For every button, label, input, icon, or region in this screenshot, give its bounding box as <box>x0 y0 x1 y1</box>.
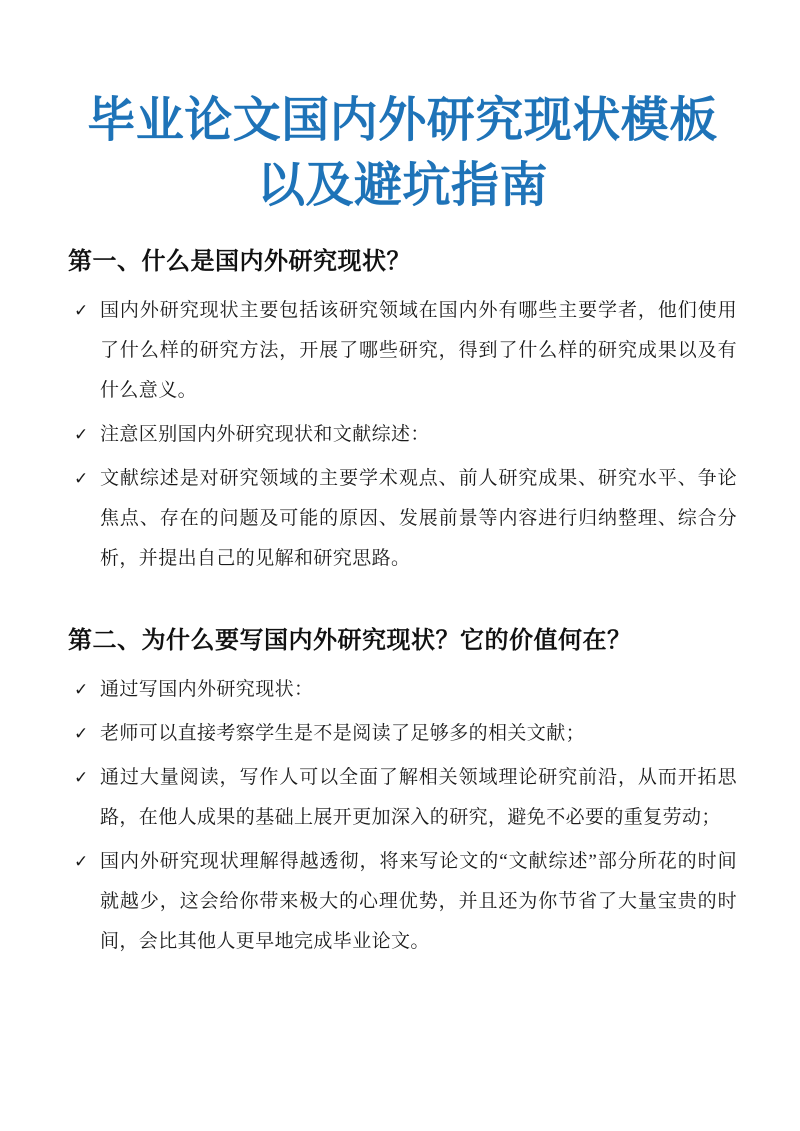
checkmark-icon: ✓ <box>74 680 89 700</box>
list-item <box>68 758 737 838</box>
section-what-is-research-status <box>68 245 737 579</box>
document-title <box>68 88 737 218</box>
section-1-bullet-list <box>68 291 737 579</box>
bullet-text: 国内外研究现状主要包括该研究领域在国内外有哪些主要学者，他们使用了什么样的研究方法，开展了哪些研究，得到了什么样的研究成果以及有什么意义。 <box>100 300 737 401</box>
checkmark-icon: ✓ <box>74 469 89 489</box>
document-title-line2: 以及避坑指南 <box>256 159 548 212</box>
bullet-text: 通过大量阅读，写作人可以全面了解相关领域理论研究前沿，从而开拓思路，在他人成果的基础上展开更加深入的研究，避免不必要的重复劳动； <box>100 767 737 828</box>
bullet-text: 注意区别国内外研究现状和文献综述： <box>100 424 430 445</box>
list-item <box>68 714 737 754</box>
list-item <box>68 842 737 962</box>
bullet-text: 通过写国内外研究现状： <box>100 679 314 700</box>
list-item <box>68 291 737 411</box>
document-title-line1: 毕业论文国内外研究现状模板 <box>87 94 718 147</box>
bullet-text: 老师可以直接考察学生是不是阅读了足够多的相关文献； <box>100 723 586 744</box>
section-1-heading: 第一、什么是国内外研究现状？ <box>68 249 411 275</box>
section-2-bullet-list <box>68 670 737 962</box>
list-item <box>68 670 737 710</box>
checkmark-icon: ✓ <box>74 425 89 445</box>
bullet-text: 国内外研究现状理解得越透彻，将来写论文的“文献综述”部分所花的时间就越少，这会给你带来极大的心理优势，并且还为你节省了大量宝贵的时间，会比其他人更早地完成毕业论文。 <box>100 851 737 952</box>
list-item <box>68 415 737 455</box>
list-item <box>68 459 737 579</box>
checkmark-icon: ✓ <box>74 852 89 872</box>
section-why-write-research-status <box>68 624 737 962</box>
checkmark-icon: ✓ <box>74 301 89 321</box>
checkmark-icon: ✓ <box>74 724 89 744</box>
checkmark-icon: ✓ <box>74 768 89 788</box>
bullet-text: 文献综述是对研究领域的主要学术观点、前人研究成果、研究水平、争论焦点、存在的问题及可能的原因、发展前景等内容进行归纳整理、综合分析，并提出自己的见解和研究思路。 <box>100 468 737 569</box>
section-2-heading: 第二、为什么要写国内外研究现状？它的价值何在？ <box>68 628 632 654</box>
